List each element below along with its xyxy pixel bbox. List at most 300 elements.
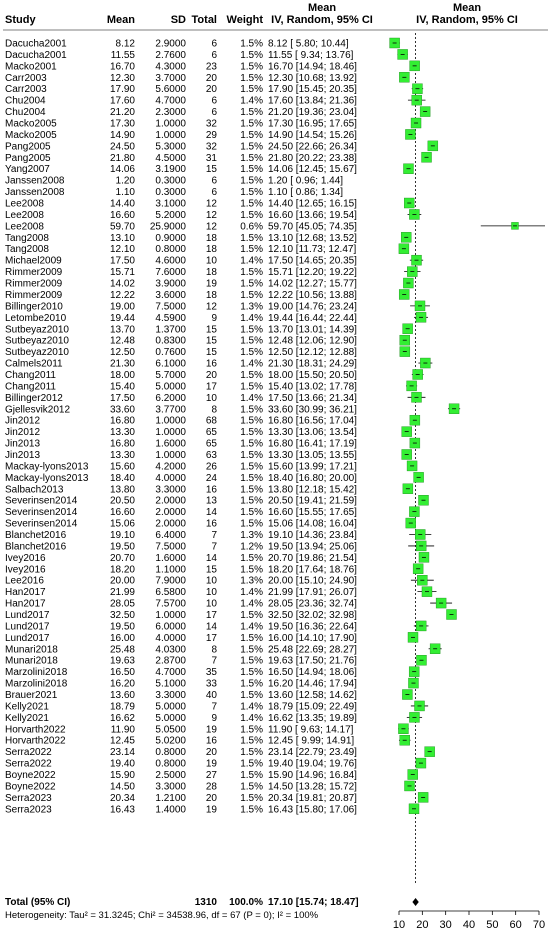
study-sd: 0.8300 <box>155 335 186 347</box>
study-row <box>5 690 357 701</box>
study-total: 28 <box>205 781 217 793</box>
study-mean: 20.00 <box>109 575 135 587</box>
study-sd: 7.5000 <box>155 541 186 553</box>
study-ci-text: 14.50 [13.28; 15.72] <box>268 781 357 793</box>
study-name: Pang2005 <box>5 152 51 164</box>
study-mean: 12.22 <box>109 289 135 301</box>
study-ci-text: 12.30 [10.68; 13.92] <box>268 72 357 84</box>
study-total: 18 <box>205 267 217 279</box>
study-sd: 3.9000 <box>155 278 186 290</box>
study-name: Han2017 <box>5 587 46 599</box>
study-row <box>5 541 357 552</box>
study-weight: 1.5% <box>240 758 263 770</box>
study-sd: 4.7000 <box>155 95 186 107</box>
study-row <box>5 244 356 255</box>
study-weight: 1.5% <box>240 289 263 301</box>
study-total: 6 <box>211 175 217 187</box>
study-name: Kelly2021 <box>5 701 49 713</box>
study-weight: 1.5% <box>240 461 263 473</box>
study-weight: 1.5% <box>240 347 263 359</box>
study-row <box>5 199 357 210</box>
study-name: Lund2017 <box>5 632 50 644</box>
study-row <box>5 233 357 244</box>
study-weight: 1.5% <box>240 644 263 656</box>
study-ci-text: 15.71 [12.20; 19.22] <box>268 267 357 279</box>
study-total: 8 <box>211 644 217 656</box>
study-total: 14 <box>205 621 217 633</box>
study-ci-text: 16.00 [14.10; 17.90] <box>268 632 357 644</box>
study-row <box>5 473 357 484</box>
study-weight: 1.5% <box>240 84 263 96</box>
study-total: 20 <box>205 792 217 804</box>
study-ci-text: 18.00 [15.50; 20.50] <box>268 369 357 381</box>
study-row <box>5 507 357 518</box>
study-sd: 5.6000 <box>155 84 186 96</box>
study-row <box>5 119 357 130</box>
study-name: Sutbeyaz2010 <box>5 347 69 359</box>
study-total: 17 <box>205 632 217 644</box>
study-row <box>5 50 354 61</box>
study-weight: 1.3% <box>240 529 263 541</box>
x-tick-label: 50 <box>486 919 499 931</box>
study-name: Kelly2021 <box>5 712 49 724</box>
study-name: Serra2022 <box>5 747 52 759</box>
study-ci-text: 21.99 [17.91; 26.07] <box>268 587 357 599</box>
study-total: 12 <box>205 209 217 221</box>
study-name: Chu2004 <box>5 95 46 107</box>
study-mean: 16.80 <box>109 415 135 427</box>
plot-area <box>390 33 546 931</box>
study-row <box>5 84 357 95</box>
study-total: 10 <box>205 598 217 610</box>
study-sd: 1.0000 <box>155 610 186 621</box>
study-weight: 1.4% <box>240 95 263 107</box>
study-name: Lee2016 <box>5 575 44 587</box>
study-ci-text: 15.60 [13.99; 17.21] <box>268 461 357 473</box>
study-name: Billinger2012 <box>5 392 63 404</box>
study-mean: 12.48 <box>109 335 135 347</box>
study-ci-text: 12.48 [12.06; 12.90] <box>268 335 357 347</box>
study-row <box>5 713 357 724</box>
study-sd: 5.3000 <box>155 141 186 153</box>
study-sd: 1.4000 <box>155 804 186 816</box>
study-mean: 17.50 <box>109 392 135 404</box>
study-ci-text: 13.30 [13.06; 13.54] <box>268 427 357 439</box>
study-ci-text: 15.06 [14.08; 16.04] <box>268 518 357 530</box>
study-name: Severinsen2014 <box>5 518 78 530</box>
study-mean: 13.10 <box>109 232 135 244</box>
study-mean: 25.48 <box>109 644 135 656</box>
study-total: 7 <box>211 529 217 541</box>
study-sd: 2.0000 <box>155 495 186 507</box>
study-name: Blanchet2016 <box>5 529 67 541</box>
study-sd: 3.3000 <box>155 781 186 793</box>
study-row <box>5 141 357 152</box>
study-weight: 1.5% <box>240 381 263 393</box>
summary-total: 1310 <box>194 897 217 908</box>
study-mean: 12.45 <box>109 735 135 747</box>
study-mean: 19.10 <box>109 529 135 541</box>
study-weight: 1.5% <box>240 735 263 747</box>
study-weight: 1.5% <box>240 198 263 210</box>
study-weight: 1.5% <box>240 278 263 290</box>
study-name: Munari2018 <box>5 655 58 667</box>
study-name: Carr2003 <box>5 84 47 96</box>
study-mean: 16.80 <box>109 438 135 450</box>
study-total: 20 <box>205 72 217 84</box>
study-mean: 33.60 <box>109 404 135 416</box>
study-weight: 1.5% <box>240 72 263 84</box>
study-row <box>5 610 357 621</box>
study-ci-text: 18.79 [15.09; 22.49] <box>268 701 357 713</box>
study-weight: 1.5% <box>240 152 263 164</box>
study-sd: 4.5000 <box>155 152 186 164</box>
study-sd: 5.0000 <box>155 381 186 393</box>
study-ci-text: 15.40 [13.02; 17.78] <box>268 381 357 393</box>
study-ci-text: 16.50 [14.94; 18.06] <box>268 667 357 679</box>
x-tick-label: 20 <box>416 919 429 931</box>
study-mean: 14.90 <box>109 129 135 141</box>
study-mean: 13.80 <box>109 484 135 496</box>
heterogeneity-text: Heterogeneity: Tau² = 31.3245; Chi² = 34538.96, df = 67 (P = 0); I² = 100% <box>5 910 319 921</box>
study-name: Jin2013 <box>5 449 41 461</box>
study-name: Janssen2008 <box>5 175 65 187</box>
study-name: Macko2005 <box>5 129 57 141</box>
study-name: Serra2023 <box>5 804 52 816</box>
study-total: 19 <box>205 278 217 290</box>
study-weight: 1.5% <box>240 175 263 187</box>
study-name: Macko2001 <box>5 61 57 73</box>
study-mean: 18.00 <box>109 369 135 381</box>
study-row <box>5 781 357 792</box>
study-row <box>5 336 357 347</box>
study-weight: 1.5% <box>240 335 263 347</box>
study-mean: 32.50 <box>109 610 135 621</box>
study-total: 7 <box>211 541 217 553</box>
study-ci-text: 21.80 [20.22; 23.38] <box>268 152 357 164</box>
study-name: Jin2012 <box>5 427 41 439</box>
study-name: Munari2018 <box>5 644 58 656</box>
study-sd: 3.3000 <box>155 690 186 702</box>
study-name: Letombe2010 <box>5 312 67 324</box>
study-total: 18 <box>205 232 217 244</box>
study-weight: 1.5% <box>240 495 263 507</box>
study-sd: 1.1000 <box>155 564 186 576</box>
study-total: 16 <box>205 735 217 747</box>
study-sd: 4.7000 <box>155 667 186 679</box>
study-mean: 21.99 <box>109 587 135 599</box>
study-mean: 19.50 <box>109 621 135 633</box>
x-tick-label: 70 <box>532 919 546 931</box>
study-sd: 3.6000 <box>155 289 186 301</box>
study-total: 31 <box>205 152 217 164</box>
study-total: 63 <box>205 449 217 461</box>
study-row <box>5 96 357 107</box>
study-mean: 15.71 <box>109 267 135 279</box>
study-mean: 20.70 <box>109 552 135 564</box>
study-name: Sutbeyaz2010 <box>5 324 69 336</box>
study-weight: 1.5% <box>240 747 263 759</box>
study-row <box>5 564 357 575</box>
study-total: 33 <box>205 678 217 690</box>
study-weight: 1.5% <box>240 438 263 450</box>
study-weight: 1.4% <box>240 312 263 324</box>
study-sd: 3.1900 <box>155 164 186 176</box>
study-weight: 1.5% <box>240 209 263 221</box>
study-ci-text: 14.90 [14.54; 15.26] <box>268 129 357 141</box>
study-total: 6 <box>211 38 217 50</box>
study-weight: 1.5% <box>240 415 263 427</box>
study-row <box>5 381 357 392</box>
study-total: 20 <box>205 369 217 381</box>
study-row <box>5 553 357 564</box>
study-weight: 1.4% <box>240 587 263 599</box>
study-mean: 28.05 <box>109 598 135 610</box>
study-sd: 1.0000 <box>155 129 186 141</box>
study-name: Marzolini2018 <box>5 678 68 690</box>
study-row <box>5 667 357 678</box>
study-row <box>5 621 357 632</box>
study-ci-text: 16.43 [15.80; 17.06] <box>268 804 357 816</box>
summary-ci: 17.10 [15.74; 18.47] <box>268 897 359 908</box>
study-row <box>5 633 357 644</box>
study-total: 20 <box>205 84 217 96</box>
study-total: 17 <box>205 610 217 621</box>
study-weight: 1.5% <box>240 49 263 61</box>
study-row <box>5 347 357 358</box>
study-sd: 2.0000 <box>155 507 186 519</box>
study-weight: 1.5% <box>240 564 263 576</box>
study-mean: 16.50 <box>109 667 135 679</box>
study-total: 10 <box>205 392 217 404</box>
study-weight: 1.5% <box>240 610 263 621</box>
study-total: 16 <box>205 484 217 496</box>
study-total: 65 <box>205 427 217 439</box>
study-sd: 3.7700 <box>155 404 186 416</box>
study-sd: 1.2100 <box>155 792 186 804</box>
study-mean: 15.40 <box>109 381 135 393</box>
study-ci-text: 13.80 [12.18; 15.42] <box>268 484 357 496</box>
study-sd: 6.4000 <box>155 529 186 541</box>
study-row <box>5 393 357 404</box>
study-sd: 6.0000 <box>155 621 186 633</box>
study-weight: 1.5% <box>240 690 263 702</box>
study-mean: 12.50 <box>109 347 135 359</box>
study-mean: 16.60 <box>109 209 135 221</box>
study-name: Lund2017 <box>5 610 50 621</box>
header-plot-line2: IV, Random, 95% CI <box>416 14 518 26</box>
study-weight: 1.5% <box>240 449 263 461</box>
study-name: Lee2008 <box>5 198 44 210</box>
study-row <box>5 290 357 301</box>
study-row <box>5 747 357 758</box>
x-tick-label: 10 <box>392 919 406 931</box>
study-row <box>5 576 357 587</box>
study-mean: 18.40 <box>109 472 135 484</box>
study-ci-text: 17.60 [13.84; 21.36] <box>268 95 357 107</box>
study-name: Yang2007 <box>5 164 50 176</box>
study-row <box>5 450 357 461</box>
study-total: 6 <box>211 107 217 119</box>
study-name: Jin2012 <box>5 415 41 427</box>
study-row <box>5 736 354 747</box>
header-effect-line2: IV, Random, 95% CI <box>271 14 373 26</box>
study-weight: 1.5% <box>240 187 263 199</box>
study-weight: 1.5% <box>240 38 263 50</box>
table-header <box>5 2 518 26</box>
study-row <box>5 279 357 290</box>
summary-row <box>5 897 359 921</box>
study-sd: 7.5700 <box>155 598 186 610</box>
study-ci-text: 17.90 [15.45; 20.35] <box>268 84 357 96</box>
study-ci-text: 16.20 [14.46; 17.94] <box>268 678 357 690</box>
study-name: Chang2011 <box>5 369 56 381</box>
study-total: 16 <box>205 358 217 370</box>
study-ci-text: 16.80 [16.41; 17.19] <box>268 438 357 450</box>
study-sd: 7.9000 <box>155 575 186 587</box>
study-total: 12 <box>205 301 217 313</box>
study-name: Calmels2011 <box>5 358 63 370</box>
study-mean: 1.20 <box>115 175 135 187</box>
study-row <box>5 313 357 324</box>
study-ci-text: 14.06 [12.45; 15.67] <box>268 164 357 176</box>
study-weight: 1.5% <box>240 678 263 690</box>
study-row <box>5 644 357 655</box>
study-total: 19 <box>205 758 217 770</box>
study-row <box>5 39 349 50</box>
study-row <box>5 587 357 598</box>
study-row <box>5 176 343 187</box>
study-weight: 1.5% <box>240 232 263 244</box>
study-mean: 19.50 <box>109 541 135 553</box>
study-ci-text: 28.05 [23.36; 32.74] <box>268 598 357 610</box>
study-row <box>5 221 357 232</box>
study-ci-text: 24.50 [22.66; 26.34] <box>268 141 357 153</box>
study-weight: 1.4% <box>240 358 263 370</box>
study-sd: 5.7000 <box>155 369 186 381</box>
study-total: 18 <box>205 289 217 301</box>
study-sd: 6.5800 <box>155 587 186 599</box>
study-row <box>5 701 357 712</box>
study-ci-text: 11.90 [ 9.63; 14.17] <box>268 724 354 736</box>
study-mean: 16.20 <box>109 678 135 690</box>
study-name: Gjellesvik2012 <box>5 404 71 416</box>
study-ci-text: 19.40 [19.04; 19.76] <box>268 758 357 770</box>
study-name: Chang2011 <box>5 381 56 393</box>
study-row <box>5 656 357 667</box>
study-total: 6 <box>211 187 217 199</box>
study-ci-text: 12.22 [10.56; 13.88] <box>268 289 357 301</box>
study-mean: 20.34 <box>109 792 135 804</box>
study-mean: 11.55 <box>110 49 135 61</box>
study-sd: 1.0000 <box>155 449 186 461</box>
study-ci-text: 20.70 [19.86; 21.54] <box>268 552 357 564</box>
study-name: Marzolini2018 <box>5 667 68 679</box>
study-weight: 1.3% <box>240 301 263 313</box>
study-mean: 15.06 <box>109 518 135 530</box>
study-ci-text: 59.70 [45.05; 74.35] <box>268 221 357 233</box>
study-name: Mackay-lyons2013 <box>5 461 89 473</box>
study-ci-text: 14.02 [12.27; 15.77] <box>268 278 357 290</box>
study-weight: 1.5% <box>240 244 263 256</box>
study-row <box>5 427 357 438</box>
header-mean: Mean <box>106 14 135 26</box>
study-name: Blanchet2016 <box>5 541 67 553</box>
x-tick-label: 60 <box>509 919 522 931</box>
study-total: 18 <box>205 244 217 256</box>
study-ci-text: 11.55 [ 9.34; 13.76] <box>268 49 354 61</box>
study-total: 16 <box>205 518 217 530</box>
study-total: 6 <box>211 49 217 61</box>
study-total: 19 <box>205 804 217 816</box>
study-sd: 1.6000 <box>155 552 186 564</box>
study-total: 40 <box>205 690 217 702</box>
study-name: Pang2005 <box>5 141 51 153</box>
study-sd: 5.0500 <box>155 724 186 736</box>
study-row <box>5 439 357 450</box>
study-total: 14 <box>205 552 217 564</box>
study-mean: 8.12 <box>115 38 135 50</box>
study-row <box>5 416 357 427</box>
study-total: 6 <box>211 95 217 107</box>
study-sd: 2.3000 <box>155 107 186 119</box>
header-effect-line1: Mean <box>307 2 337 14</box>
study-row <box>5 404 357 415</box>
study-total: 24 <box>205 472 217 484</box>
study-ci-text: 19.50 [13.94; 25.06] <box>268 541 357 553</box>
study-row <box>5 461 357 472</box>
study-name: Rimmer2009 <box>5 267 63 279</box>
study-mean: 15.60 <box>109 461 135 473</box>
study-weight: 1.3% <box>240 575 263 587</box>
study-weight: 1.5% <box>240 552 263 564</box>
study-weight: 0.6% <box>240 221 263 233</box>
study-mean: 16.62 <box>109 712 135 724</box>
study-mean: 13.70 <box>109 324 135 336</box>
study-mean: 15.90 <box>109 770 135 782</box>
study-sd: 5.2000 <box>155 209 186 221</box>
study-row <box>5 73 357 84</box>
study-total: 17 <box>205 381 217 393</box>
study-weight: 1.5% <box>240 724 263 736</box>
study-sd: 6.1000 <box>155 358 186 370</box>
study-row <box>5 530 357 541</box>
study-total: 27 <box>205 770 217 782</box>
study-name: Tang2008 <box>5 244 49 256</box>
study-total: 35 <box>205 667 217 679</box>
study-mean: 12.30 <box>109 72 135 84</box>
study-total: 32 <box>205 141 217 153</box>
study-mean: 11.90 <box>110 724 135 736</box>
study-ci-text: 16.70 [14.94; 18.46] <box>268 61 357 73</box>
study-total: 10 <box>205 255 217 267</box>
study-mean: 24.50 <box>109 141 135 153</box>
study-row <box>5 301 357 312</box>
study-weight: 1.5% <box>240 507 263 519</box>
study-name: Ivey2016 <box>5 564 46 576</box>
study-name: Lee2008 <box>5 209 44 221</box>
study-row <box>5 256 357 267</box>
study-weight: 1.4% <box>240 701 263 713</box>
study-ci-text: 1.10 [ 0.86; 1.34] <box>268 187 344 199</box>
header-sd: SD <box>170 14 186 26</box>
study-name: Ivey2016 <box>5 552 46 564</box>
study-total: 10 <box>205 575 217 587</box>
study-row <box>5 164 357 175</box>
study-mean: 19.40 <box>109 758 135 770</box>
study-total: 13 <box>205 495 217 507</box>
study-sd: 1.0000 <box>155 427 186 439</box>
